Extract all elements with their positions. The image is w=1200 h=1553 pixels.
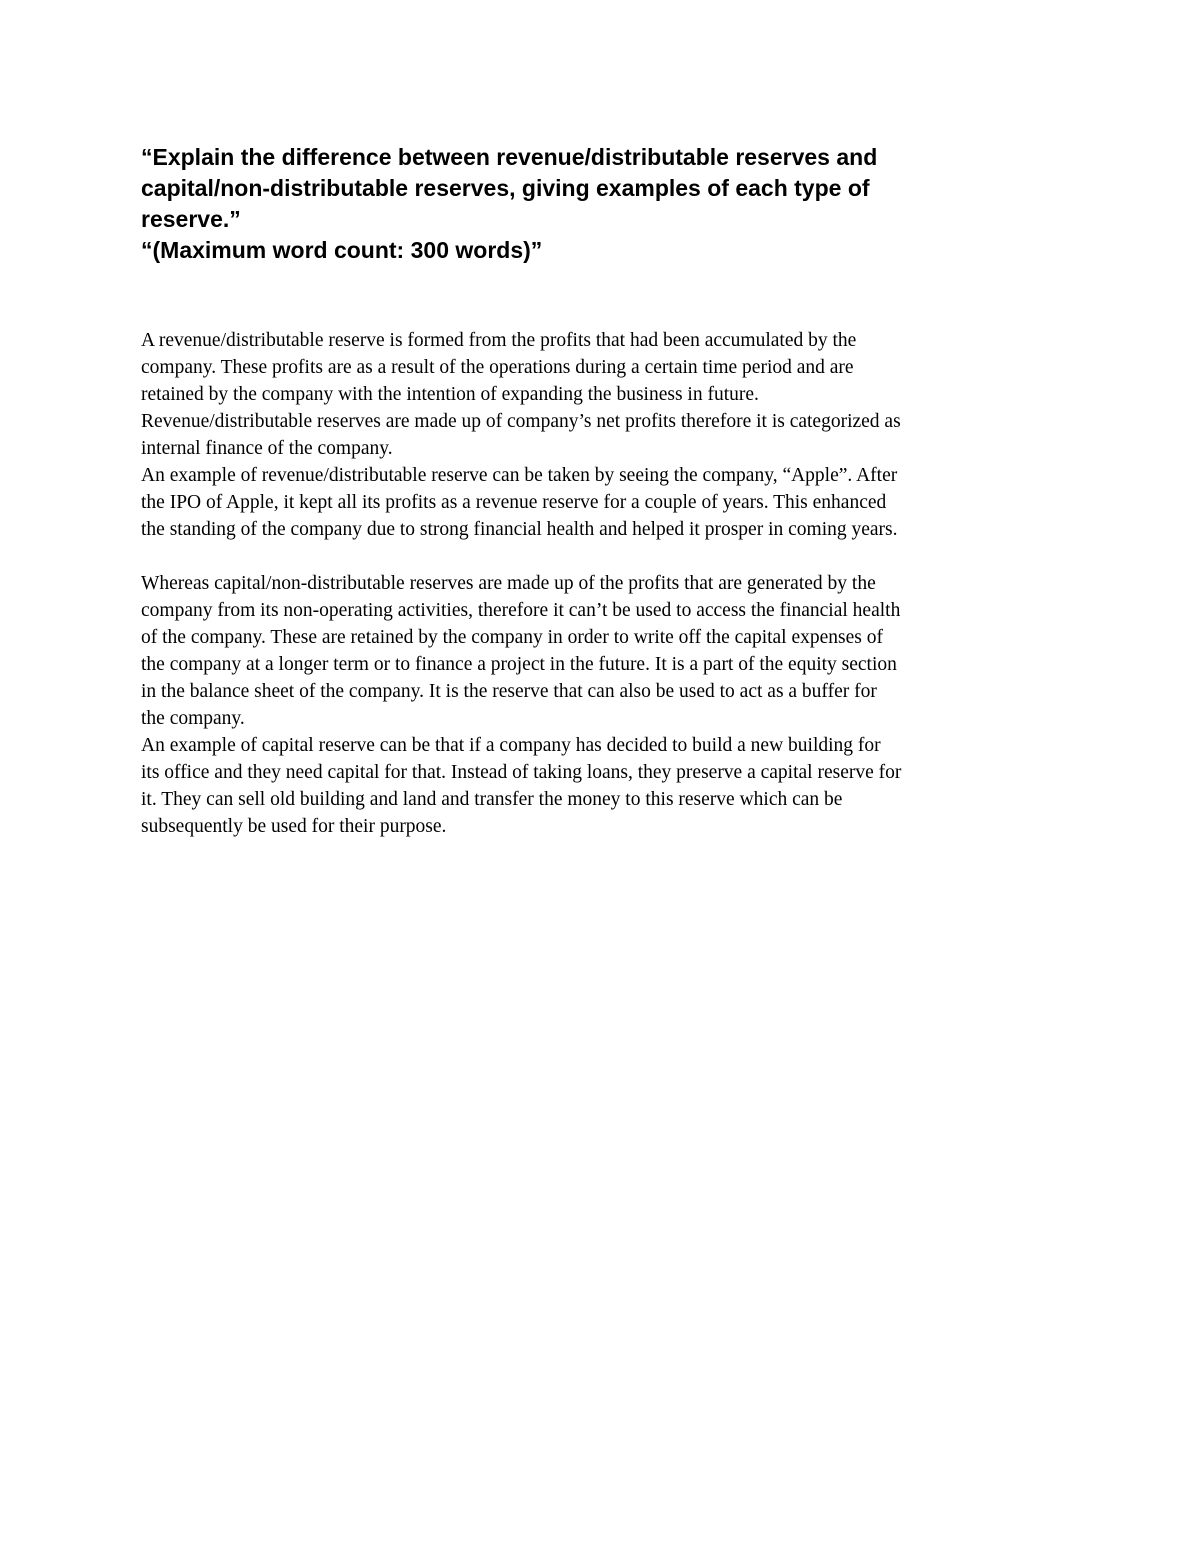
text-line: the company. — [141, 708, 245, 729]
text-line: of the company. These are retained by the company in order to write off the capital expenses of — [141, 627, 883, 648]
text-line: retained by the company with the intention of expanding the business in future. — [141, 384, 759, 405]
question-line: capital/non-distributable reserves, giving examples of each type of — [141, 175, 870, 201]
text-line: Revenue/distributable reserves are made up of company’s net profits therefore it is categorized as — [141, 411, 901, 432]
answer-paragraph-capital — [141, 570, 1086, 840]
text-line: A revenue/distributable reserve is formed from the profits that had been accumulated by the — [141, 330, 857, 351]
text-line: company from its non-operating activities, therefore it can’t be used to access the financial health — [141, 600, 901, 621]
text-line: subsequently be used for their purpose. — [141, 816, 447, 837]
text-line: company. These profits are as a result of the operations during a certain time period and are — [141, 357, 854, 378]
paragraph-spacer — [141, 543, 1086, 570]
text-line: it. They can sell old building and land and transfer the money to this reserve which can be — [141, 789, 843, 810]
text-line: Whereas capital/non-distributable reserves are made up of the profits that are generated by the — [141, 573, 876, 594]
text-line: internal finance of the company. — [141, 438, 393, 459]
question-line: “Explain the difference between revenue/distributable reserves and — [141, 144, 878, 170]
text-line: the company at a longer term or to finance a project in the future. It is a part of the equity section — [141, 654, 897, 675]
text-line: the IPO of Apple, it kept all its profits as a revenue reserve for a couple of years. This enhanced — [141, 492, 887, 513]
text-line: the standing of the company due to strong financial health and helped it prosper in coming years. — [141, 519, 898, 540]
text-line: its office and they need capital for that. Instead of taking loans, they preserve a capital reserve for — [141, 762, 902, 783]
answer-body — [141, 327, 1086, 840]
text-line: An example of revenue/distributable reserve can be taken by seeing the company, “Apple”. After — [141, 465, 898, 486]
answer-paragraph-revenue — [141, 327, 1086, 543]
word-count-line: “(Maximum word count: 300 words)” — [141, 237, 543, 263]
question-line: reserve.” — [141, 206, 241, 232]
text-line: in the balance sheet of the company. It is the reserve that can also be used to act as a buffer for — [141, 681, 877, 702]
question-heading — [141, 142, 1081, 266]
text-line: An example of capital reserve can be that if a company has decided to build a new building for — [141, 735, 881, 756]
